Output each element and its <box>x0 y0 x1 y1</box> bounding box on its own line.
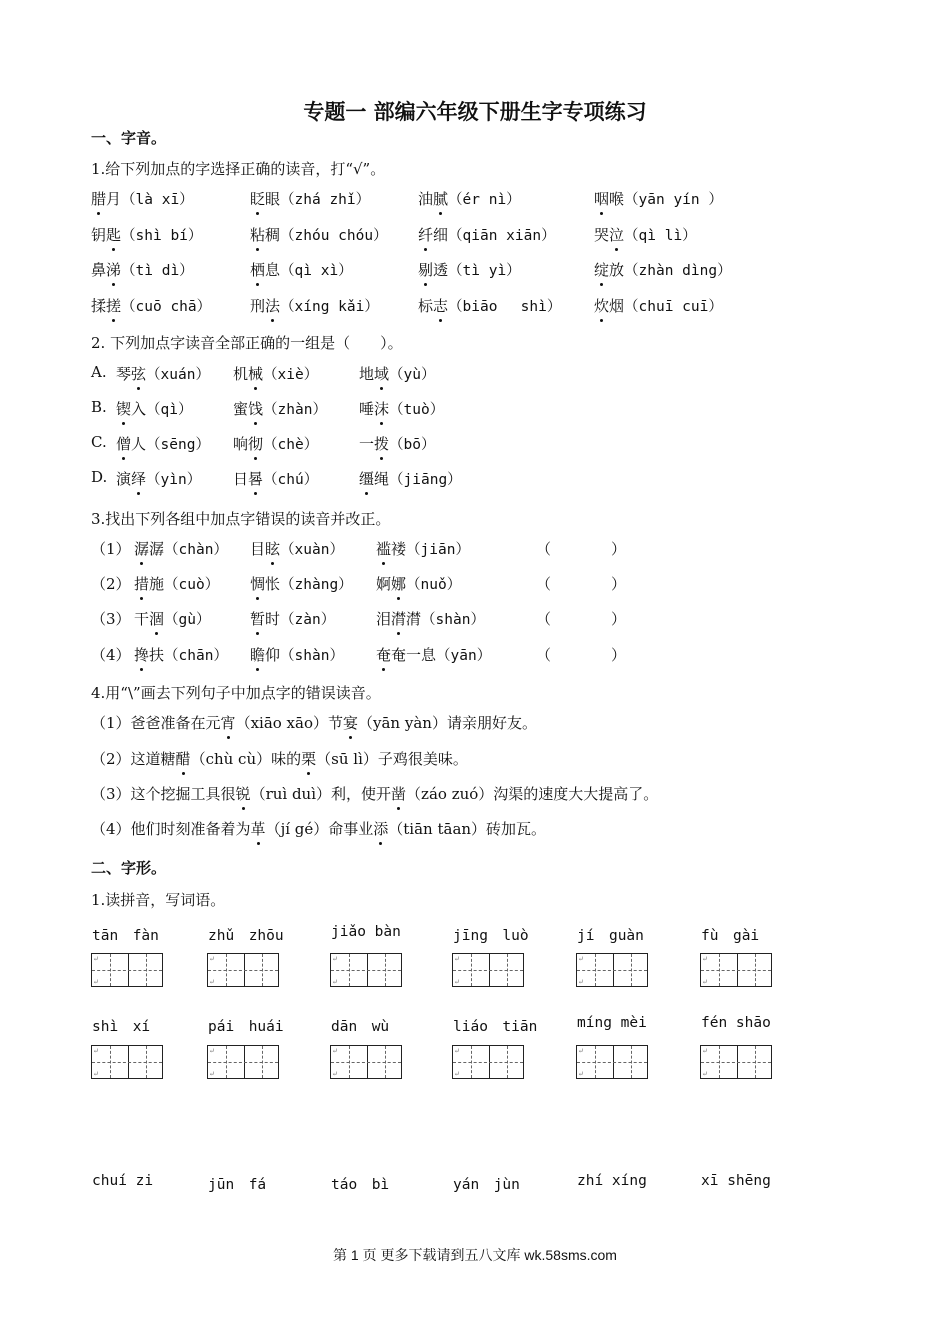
writing-box[interactable]: ↵ ↵ <box>91 1045 163 1079</box>
option-label: B. <box>91 398 107 416</box>
pinyin: （jiān） <box>406 542 470 558</box>
dotted-char: 暂 <box>250 610 266 628</box>
option-label: D. <box>91 468 108 486</box>
dotted-char: 涕 <box>106 261 122 279</box>
option-label: A. <box>91 363 107 381</box>
word-text: 绳 <box>374 470 390 488</box>
word-text: 怅 <box>265 575 281 593</box>
pinyin-label: táo bì <box>331 1177 390 1193</box>
sentence-text: （xiāo xāo）节 <box>235 714 343 732</box>
option-item <box>359 468 462 489</box>
word-text: 息 <box>265 261 281 279</box>
word-text: 唾 <box>359 400 375 418</box>
dotted-char: 绎 <box>131 470 147 488</box>
dotted-char: 栖 <box>250 261 266 279</box>
word-text: 透 <box>433 261 449 279</box>
word-text: 婀 <box>376 575 392 593</box>
pronunciation-item <box>250 259 353 280</box>
pronunciation-item <box>418 224 556 245</box>
q3-prompt: 3.找出下列各组中加点字错误的读音并改正。 <box>91 510 391 528</box>
pinyin: （xíng kǎi） <box>280 299 379 315</box>
dotted-char: 弦 <box>131 365 147 383</box>
pinyin: （chuī cuī） <box>624 299 723 315</box>
sentence-text: （2）这道糖 <box>91 750 176 768</box>
sentence-text: （sū lì）子鸡很美味。 <box>316 750 468 768</box>
word-text: 褛 <box>391 540 407 558</box>
pinyin-label: fén shāo <box>701 1015 771 1031</box>
sentence <box>91 748 468 769</box>
word-text: 眼 <box>265 190 281 208</box>
writing-box[interactable]: ↵ ↵ <box>700 953 772 987</box>
pinyin: （zhóu chóu） <box>280 228 388 244</box>
dotted-char: 宴 <box>343 714 359 732</box>
word-text: 机 <box>233 365 249 383</box>
pinyin: （cuō chā） <box>121 299 212 315</box>
word-text: 扶 <box>149 646 165 664</box>
dotted-char: 锐 <box>235 785 251 803</box>
sentence-text: （1）爸爸准备在元 <box>91 714 221 732</box>
pinyin-label: liáo tiān <box>453 1019 538 1035</box>
pronunciation-item <box>418 295 561 316</box>
pinyin: （tì dì） <box>121 263 194 279</box>
dotted-char: 僧 <box>116 435 132 453</box>
pinyin-label: tān fàn <box>92 928 159 944</box>
word-text: 一 <box>359 435 375 453</box>
correction-item <box>250 538 344 559</box>
sentence <box>91 712 537 733</box>
pinyin: （qì lì） <box>624 228 697 244</box>
pinyin: （shì bí） <box>121 228 203 244</box>
dotted-char: 彻 <box>248 435 264 453</box>
pinyin: （yìn） <box>146 472 202 488</box>
pinyin-label: jí guàn <box>577 928 644 944</box>
pinyin: （zhá zhǐ） <box>280 192 371 208</box>
dotted-char: 搀 <box>134 646 150 664</box>
pinyin-label: chuí zi <box>92 1173 154 1189</box>
correction-item <box>134 573 219 594</box>
page-title: 专题一 部编六年级下册生字专项练习 <box>303 99 647 124</box>
dotted-char: 腻 <box>433 190 449 208</box>
word-text: 蜜 <box>233 400 249 418</box>
option-item <box>116 398 193 419</box>
answer-blank: （ ） <box>536 646 627 664</box>
pinyin: （jiāng） <box>389 472 462 488</box>
writing-box[interactable]: ↵ ↵ <box>700 1045 772 1079</box>
dotted-char: 惆 <box>250 575 266 593</box>
pronunciation-item <box>418 259 521 280</box>
option-item <box>359 363 436 384</box>
q4-prompt: 4.用“\”画去下列句子中加点字的错误读音。 <box>91 684 381 702</box>
word-text: 钥 <box>91 226 107 244</box>
word-text: 刑 <box>250 297 266 315</box>
word-text: 潸 <box>406 610 422 628</box>
dotted-char: 粘 <box>250 226 266 244</box>
pinyin: （yān yín ） <box>624 192 723 208</box>
sentence-text: （chù cù）味的 <box>190 750 302 768</box>
dotted-char: 栗 <box>301 750 317 768</box>
word-text: 日 <box>233 470 249 488</box>
pinyin: （gù） <box>164 612 211 628</box>
sentence-text: （4）他们时刻准备着为 <box>91 820 251 838</box>
dotted-char: 宵 <box>220 714 236 732</box>
pinyin: （tuò） <box>389 402 445 418</box>
pronunciation-item <box>250 224 388 245</box>
item-number: （2） <box>91 575 131 593</box>
dotted-char: 剔 <box>418 261 434 279</box>
word-text: 干 <box>134 610 150 628</box>
correction-item <box>376 608 485 629</box>
pinyin: （tì yì） <box>448 263 521 279</box>
item-number: （4） <box>91 646 131 664</box>
word-text: 哭 <box>594 226 610 244</box>
option-item <box>359 433 436 454</box>
pinyin: （qì） <box>146 402 193 418</box>
sentence-text: （jí gé）命事业 <box>265 820 374 838</box>
option-item <box>116 433 210 454</box>
word-text: 人 <box>131 435 147 453</box>
word-text: 月 <box>106 190 122 208</box>
word-text: 烟 <box>609 297 625 315</box>
correction-item <box>134 608 211 629</box>
pinyin: （chú） <box>263 472 319 488</box>
dotted-char: 泣 <box>609 226 625 244</box>
option-label: C. <box>91 433 107 451</box>
correction-item <box>250 644 344 665</box>
pinyin: （xiè） <box>263 367 319 383</box>
sentence <box>91 818 546 839</box>
sentence-text: （3）这个挖掘工具很 <box>91 785 236 803</box>
pronunciation-item <box>91 295 211 316</box>
writing-box[interactable]: ↵ ↵ <box>576 1045 648 1079</box>
option-item <box>116 468 201 489</box>
dotted-char: 措 <box>134 575 150 593</box>
dotted-char: 奄 <box>376 646 392 664</box>
writing-box[interactable]: ↵ ↵ <box>91 953 163 987</box>
pinyin: （zhàn） <box>263 402 327 418</box>
answer-blank: （ ） <box>536 540 627 558</box>
option-item <box>233 363 318 384</box>
pinyin: （chān） <box>164 648 228 664</box>
word-text: 潺 <box>149 540 165 558</box>
answer-blank: （ ） <box>536 610 627 628</box>
sentence-text: （ruì duì）利，使开 <box>250 785 392 803</box>
dotted-char: 域 <box>374 365 390 383</box>
correction-item <box>134 644 228 665</box>
pinyin: （bō） <box>389 437 436 453</box>
dotted-char: 眨 <box>250 190 266 208</box>
dotted-char: 晷 <box>248 470 264 488</box>
dotted-char: 褴 <box>376 540 392 558</box>
word-text: 施 <box>149 575 165 593</box>
option-item <box>116 363 210 384</box>
dotted-char: 咽 <box>594 190 610 208</box>
dotted-char: 志 <box>433 297 449 315</box>
correction-item <box>250 573 353 594</box>
word-text: 目 <box>250 540 266 558</box>
q1-prompt: 1.给下列加点的字选择正确的读音，打“√”。 <box>91 160 386 178</box>
dotted-char: 搓 <box>106 297 122 315</box>
pinyin: （ér nì） <box>448 192 521 208</box>
pinyin: （qì xì） <box>280 263 353 279</box>
correction-item <box>250 608 335 629</box>
item-number: （3） <box>91 610 131 628</box>
dotted-char: 法 <box>265 297 281 315</box>
pinyin: （cuò） <box>164 577 220 593</box>
dotted-char: 腊 <box>91 190 107 208</box>
page-footer: 第 1 页 更多下载请到五八文库 wk.58sms.com <box>333 1247 617 1263</box>
pinyin: （shàn） <box>280 648 344 664</box>
dotted-char: 沫 <box>374 400 390 418</box>
dotted-char: 添 <box>373 820 389 838</box>
sentence <box>91 783 658 804</box>
word-text: 响 <box>233 435 249 453</box>
word-text: 时 <box>265 610 281 628</box>
word-text: 放 <box>609 261 625 279</box>
correction-item <box>376 644 491 665</box>
pinyin: （zhàn dìng） <box>624 263 732 279</box>
dotted-char: 绽 <box>594 261 610 279</box>
option-item <box>359 398 444 419</box>
pronunciation-item <box>250 295 379 316</box>
pronunciation-item <box>594 188 723 209</box>
pronunciation-item <box>91 224 202 245</box>
pinyin-label: shì xí <box>92 1019 151 1035</box>
word-text: 鼻 <box>91 261 107 279</box>
pinyin-label: fù gài <box>701 928 760 944</box>
pronunciation-item <box>594 295 723 316</box>
word-text: 标 <box>418 297 434 315</box>
word-text: 演 <box>116 470 132 488</box>
correction-item <box>134 538 228 559</box>
word-text: 细 <box>433 226 449 244</box>
dotted-char: 涸 <box>149 610 165 628</box>
dotted-char: 纤 <box>418 226 434 244</box>
word-text: 奄一息 <box>391 646 437 664</box>
word-text: 入 <box>131 400 147 418</box>
pinyin: （biāo shì） <box>448 299 562 315</box>
sentence-text: （záo zuó）沟渠的速度大大提高了。 <box>406 785 659 803</box>
pronunciation-item <box>594 259 732 280</box>
dotted-char: 饯 <box>248 400 264 418</box>
word-text: 仰 <box>265 646 281 664</box>
pronunciation-item <box>418 188 521 209</box>
writing-box[interactable]: ↵ ↵ <box>330 1045 402 1079</box>
writing-box[interactable]: ↵ ↵ <box>330 953 402 987</box>
pinyin: （chè） <box>263 437 319 453</box>
section-1-heading: 一、字音。 <box>91 129 167 147</box>
pinyin-label: míng mèi <box>577 1015 647 1031</box>
pinyin: （yù） <box>389 367 436 383</box>
pinyin-label: pái huái <box>208 1019 284 1035</box>
word-text: 地 <box>359 365 375 383</box>
correction-item <box>376 573 461 594</box>
dotted-char: 炊 <box>594 297 610 315</box>
option-item <box>233 433 318 454</box>
pinyin: （xuán） <box>146 367 210 383</box>
word-text: 油 <box>418 190 434 208</box>
pronunciation-item <box>91 259 194 280</box>
pinyin: （zàn） <box>280 612 336 628</box>
sentence-text: （yān yàn）请亲朋好友。 <box>358 714 537 732</box>
pronunciation-item <box>594 224 697 245</box>
pinyin: （sēng） <box>146 437 210 453</box>
dotted-char: 娜 <box>391 575 407 593</box>
pinyin: （nuǒ） <box>406 577 462 593</box>
pronunciation-item <box>250 188 370 209</box>
section-2-heading: 二、字形。 <box>91 859 167 877</box>
dotted-char: 凿 <box>391 785 407 803</box>
q2-prompt: 2. 下列加点字读音全部正确的一组是（ ）。 <box>91 334 403 352</box>
word-text: 稠 <box>265 226 281 244</box>
dotted-char: 眩 <box>265 540 281 558</box>
dotted-char: 瞻 <box>250 646 266 664</box>
writing-box[interactable]: ↵ ↵ <box>207 1045 279 1079</box>
pinyin-label: dān wù <box>331 1019 390 1035</box>
pinyin-label: yán jùn <box>453 1177 520 1193</box>
s2-q1-prompt: 1.读拼音，写词语。 <box>91 891 226 909</box>
item-number: （1） <box>91 540 131 558</box>
writing-box[interactable]: ↵ ↵ <box>576 953 648 987</box>
dotted-char: 拨 <box>374 435 390 453</box>
dotted-char: 革 <box>250 820 266 838</box>
pinyin-label: xī shēng <box>701 1173 771 1189</box>
pinyin: （zhàng） <box>280 577 353 593</box>
word-text: 琴 <box>116 365 132 383</box>
pinyin: （chàn） <box>164 542 228 558</box>
writing-box[interactable]: ↵ ↵ <box>452 953 524 987</box>
writing-box[interactable]: ↵ ↵ <box>207 953 279 987</box>
pinyin-label: zhǔ zhōu <box>208 928 284 944</box>
dotted-char: 潸 <box>391 610 407 628</box>
pinyin-label: jīng luò <box>453 928 529 944</box>
dotted-char: 匙 <box>106 226 122 244</box>
pinyin: （qiān xiān） <box>448 228 556 244</box>
dotted-char: 缰 <box>359 470 375 488</box>
pinyin: （shàn） <box>421 612 485 628</box>
word-text: 揉 <box>91 297 107 315</box>
answer-blank: （ ） <box>536 575 627 593</box>
pinyin: （là xī） <box>121 192 194 208</box>
option-item <box>233 398 327 419</box>
word-text: 泪 <box>376 610 392 628</box>
dotted-char: 潺 <box>134 540 150 558</box>
sentence-text: （tiān tāan）砖加瓦。 <box>388 820 547 838</box>
pinyin: （xuàn） <box>280 542 344 558</box>
word-text: 喉 <box>609 190 625 208</box>
pinyin-label: jūn fá <box>208 1177 267 1193</box>
dotted-char: 锲 <box>116 400 132 418</box>
option-item <box>233 468 318 489</box>
pinyin-label: zhí xíng <box>577 1173 647 1189</box>
pronunciation-item <box>91 188 194 209</box>
pinyin: （yān） <box>436 648 492 664</box>
correction-item <box>376 538 470 559</box>
dotted-char: 械 <box>248 365 264 383</box>
pinyin-label: jiǎo bàn <box>331 924 401 940</box>
dotted-char: 醋 <box>175 750 191 768</box>
writing-box[interactable]: ↵ ↵ <box>452 1045 524 1079</box>
